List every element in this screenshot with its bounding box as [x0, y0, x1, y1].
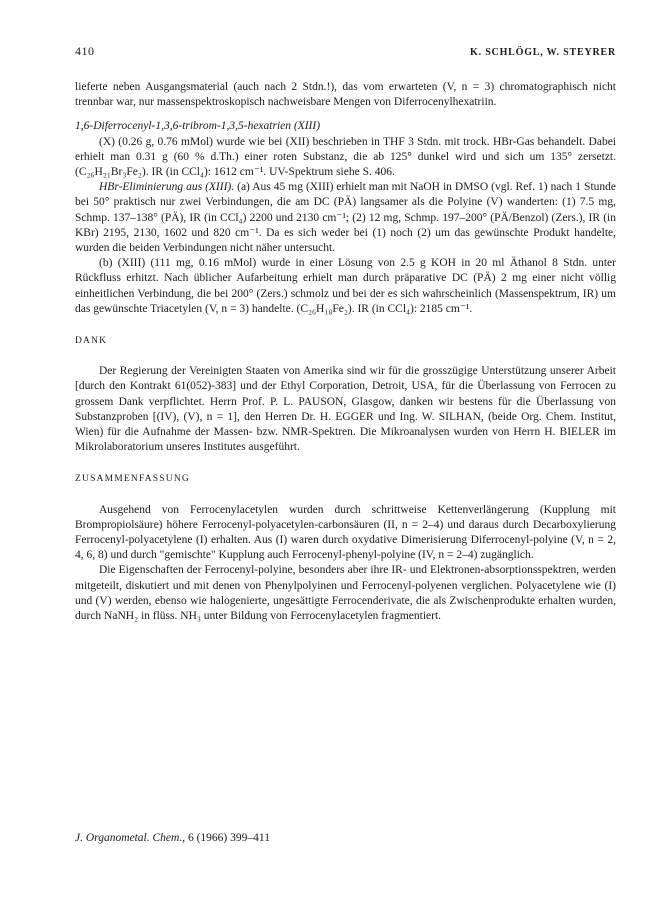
summary-paragraph-2: Die Eigenschaften der Ferrocenyl-polyine, besonders aber ihre IR- und Elektronen-absorptionsspektren, werden mitgeteilt, diskutiert und mit denen von Phenylpolyinen und Ferrocenyl-polyenen verglichen. Polyacetylene wie (I) und (V) werden, ebenso wie halogenierte, ungesättigte Ferrocenderivate, die als Zwischenprodukte erhalten wurden, durch NaNH₂ in flüss. NH₃ unter Bildung von Ferrocenylacetylen fragmentiert. [75, 564, 616, 623]
running-head [75, 44, 616, 62]
journal-name: J. Organometal. Chem. [75, 832, 183, 844]
article-body [75, 80, 616, 624]
paragraph-elimination-a [75, 180, 616, 256]
page-number: 410 [75, 44, 95, 58]
subheading-hbr-elimination: HBr-Eliminierung aus (XIII). [99, 181, 235, 194]
journal-citation [75, 832, 270, 844]
summary-paragraph-1: Ausgehend von Ferrocenylacetylen wurden durch schrittweise Kettenverlängerung (Kupplung mit Brompropiolsäure) höhere Ferrocenyl-polyacetylen-carbonsäuren (II, n = 2–4) und daraus durch Decarboxylierung Ferrocenyl-polyacetylene (I) erhalten. Aus (I) waren durch oxydative Dimerisierung Diferrocenyl-polyine (V, n = 2, 4, 6, 8) und durch "gemischte" Kupplung auch Ferrocenyl-phenyl-polyine (IV, n = 2–4) zugänglich. [75, 503, 616, 562]
section-heading-zusammenfassung: ZUSAMMENFASSUNG [75, 474, 190, 485]
running-head-authors: K. SCHLÖGL, W. STEYRER [470, 47, 616, 58]
paragraph-continuation: lieferte neben Ausgangsmaterial (auch nach 2 Stdn.!), das vom erwarteten (V, n = 3) chromatographisch nicht trennbar war, nur massenspektroskopisch nachweisbare Mengen von Diferrocenylhexatriin. [75, 81, 616, 109]
journal-volume-pages: , 6 (1966) 399–411 [182, 832, 270, 844]
paragraph-elimination-a-text: (a) Aus 45 mg (XIII) erhielt man mit NaOH in DMSO (vgl. Ref. 1) nach 1 Stunde bei 50° praktisch nur zwei Verbindungen, die am DC (PÄ) langsamer als die Polyine (V) wanderten: (1) 7.5 mg, Schmp. 137–138° (PÄ), IR (in CCl₄) 2200 und 2130 cm⁻¹; (2) 12 mg, Schmp. 197–200° (PÄ/Benzol) (Zers.), IR (in KBr) 2195, 2130, 1602 und 820 cm⁻¹. Da es sich weder bei (1) noch (2) um das gewünschte Produkt handelte, wurden die beiden Verbindungen nicht näher untersucht. [75, 181, 616, 255]
section-heading-dank: DANK [75, 336, 108, 347]
paragraph-elimination-b: (b) (XIII) (111 mg, 0.16 mMol) wurde in einer Lösung von 2.5 g KOH in 20 ml Äthanol 8 Stdn. unter Rückfluss erhitzt. Nach üblicher Aufarbeitung erhielt man durch präparative DC (PÄ) 2 mg einer nicht völlig einheitlichen Verbindung, die bei 200° (Zers.) schmolz und bei der es sich wahrscheinlich (Massenspektrum, IR) um das gewünschte Triacetylen (V, n = 3) handelte. (C₂₆H₁₈Fe₂). IR (in CCl₄): 2185 cm⁻¹. [75, 257, 616, 315]
paragraph-synthesis: (X) (0.26 g, 0.76 mMol) wurde wie bei (XII) beschrieben in THF 3 Stdn. mit trock. HBr-Gas behandelt. Dabei erhielt man 0.31 g (60 % d.Th.) einer roten Substanz, die ab 125° dunkel wird und sich um 135° zersetzt. (C₂₆H₂₁Br₃Fe₂). IR (in CCl₄): 1612 cm⁻¹. UV-Spektrum siehe S. 406. [75, 135, 616, 179]
acknowledgement-paragraph: Der Regierung der Vereinigten Staaten von Amerika sind wir für die grosszügige Unterstützung unserer Arbeit [durch den Kontrakt 61(052)-383] und der Ethyl Corporation, Detroit, USA, für die Überlassung von Ferrocen zu grossem Dank verpflichtet. Herrn Prof. P. L. PAUSON, Glasgow, danken wir bestens für die Überlassung von Substanzproben [(IV), (V), n = 1], den Herren Dr. H. EGGER und Ing. W. SILHAN, (beide Org. Chem. Institut, Wien) für die Aufnahme der Massen- bzw. NMR-Spektren. Die Mikroanalysen wurden von Herrn H. BIELER im Mikrolaboratorium unseres Institutes ausgeführt. [75, 365, 616, 454]
compound-heading: 1,6-Diferrocenyl-1,3,6-tribrom-1,3,5-hexatrien (XIII) [75, 120, 321, 133]
